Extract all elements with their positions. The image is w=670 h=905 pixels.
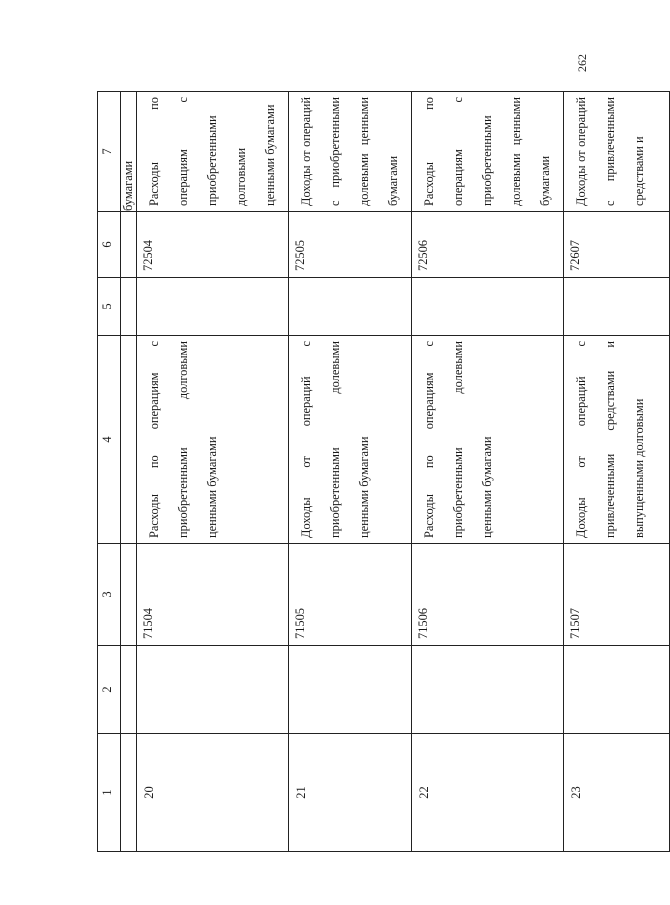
row-number: 20 <box>137 734 289 852</box>
header-col-7: 7 <box>98 92 121 212</box>
header-col-3: 3 <box>98 544 121 646</box>
header-col-1: 1 <box>98 734 121 852</box>
header-col-5: 5 <box>98 278 121 336</box>
account-code-6: 72505 <box>289 212 412 278</box>
account-code-3: 71507 <box>564 544 670 646</box>
continuation-row <box>121 92 137 852</box>
account-code-3: 71505 <box>289 544 412 646</box>
description-7: Расходы по операциям с приобретенными долевыми ценными бумагами <box>412 92 564 212</box>
rotated-table-container <box>97 92 646 852</box>
header-col-6: 6 <box>98 212 121 278</box>
table-row <box>289 92 412 852</box>
col2-cell <box>289 646 412 734</box>
description-7: Доходы от операций с привлеченными средствами и <box>564 92 670 212</box>
table-row <box>412 92 564 852</box>
col2-cell <box>137 646 289 734</box>
col5-cell <box>564 278 670 336</box>
col5-cell <box>289 278 412 336</box>
col2-cell <box>412 646 564 734</box>
page-number: 262 <box>575 54 589 72</box>
row-number: 22 <box>412 734 564 852</box>
description-7: Расходы по операциям с приобретенными долговыми ценными бумагами <box>137 92 289 212</box>
row-number: 21 <box>289 734 412 852</box>
table-row <box>137 92 289 852</box>
header-col-2: 2 <box>98 646 121 734</box>
description-4: Доходы от операций с приобретенными долевыми ценными бумагами <box>289 336 412 544</box>
account-code-6: 72607 <box>564 212 670 278</box>
description-4: Расходы по операциям с приобретенными долевыми ценными бумагами <box>412 336 564 544</box>
accounts-table <box>97 91 670 852</box>
account-code-6: 72504 <box>137 212 289 278</box>
description-4: Расходы по операциям с приобретенными долговыми ценными бумагами <box>137 336 289 544</box>
col2-cell <box>564 646 670 734</box>
col5-cell <box>412 278 564 336</box>
continuation-text: бумагами <box>121 92 137 212</box>
account-code-3: 71504 <box>137 544 289 646</box>
description-7: Доходы от операций с приобретенными долевыми ценными бумагами <box>289 92 412 212</box>
account-code-3: 71506 <box>412 544 564 646</box>
header-col-4: 4 <box>98 336 121 544</box>
row-number: 23 <box>564 734 670 852</box>
header-row <box>98 92 121 852</box>
col5-cell <box>137 278 289 336</box>
table-row <box>564 92 670 852</box>
description-4: Доходы от операций с привлеченными средствами и выпущенными долговыми <box>564 336 670 544</box>
account-code-6: 72506 <box>412 212 564 278</box>
